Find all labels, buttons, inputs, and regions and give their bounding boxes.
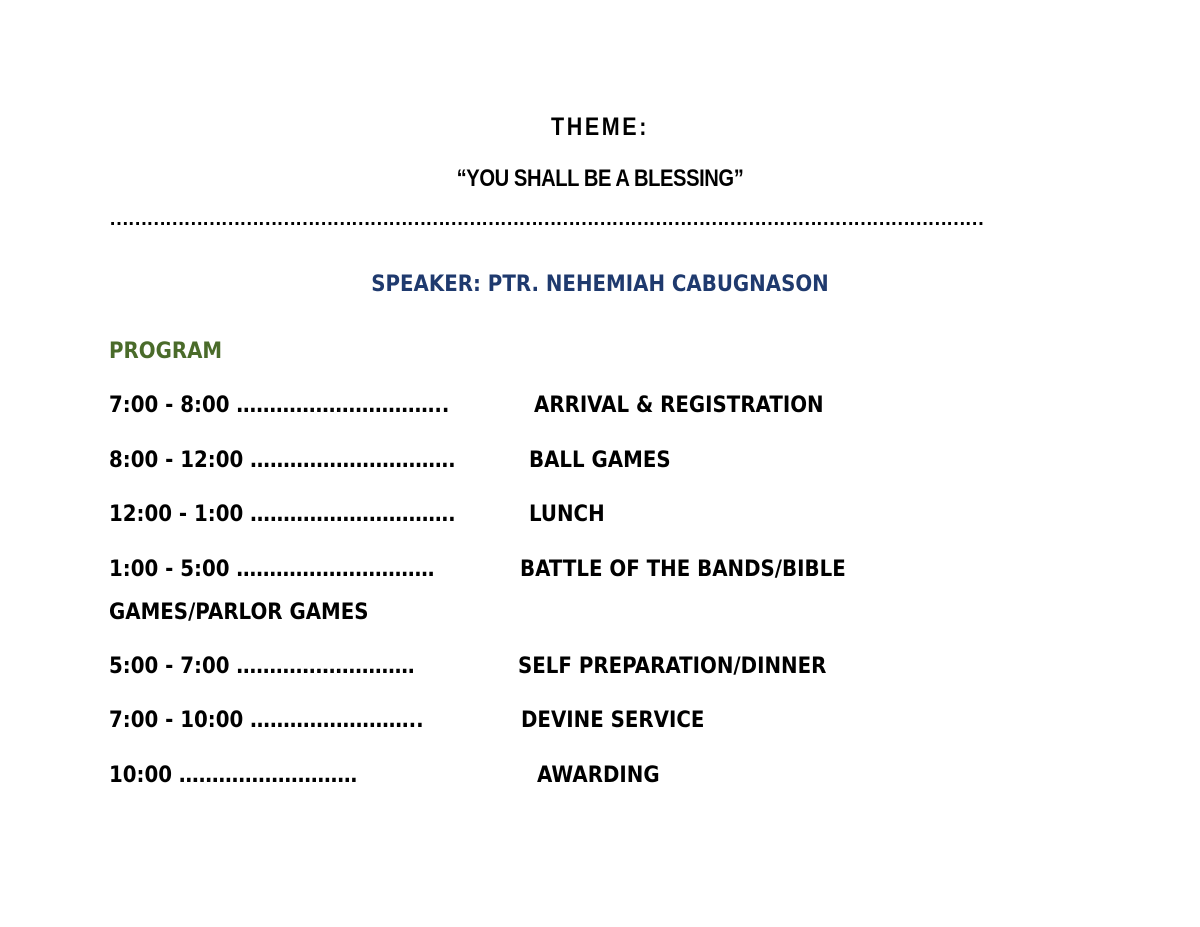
program-activity: ARRIVAL & REGISTRATION <box>534 393 824 418</box>
program-time: 12:00 - 1:00 …………………………. <box>109 502 456 527</box>
dotted-separator: …………………………………………………………………………………………………………………………… <box>109 208 984 230</box>
program-time: 7:00 - 8:00 ………………………….. <box>109 393 450 418</box>
program-activity: SELF PREPARATION/DINNER <box>518 654 827 679</box>
program-activity: LUNCH <box>529 502 605 527</box>
program-row <box>0 502 1200 532</box>
program-time: 1:00 - 5:00 ………………………… <box>109 557 435 582</box>
program-row <box>0 708 1200 738</box>
program-activity: DEVINE SERVICE <box>521 708 705 733</box>
program-row <box>0 654 1200 684</box>
program-activity-continuation: GAMES/PARLOR GAMES <box>109 600 369 625</box>
program-activity: BALL GAMES <box>529 448 671 473</box>
program-row <box>0 557 1200 587</box>
theme-label: THEME: <box>551 113 649 141</box>
program-time: 8:00 - 12:00 …………………………. <box>109 448 456 473</box>
program-heading: PROGRAM <box>109 339 223 364</box>
program-row-continuation <box>0 600 1200 630</box>
program-activity: BATTLE OF THE BANDS/BIBLE <box>520 557 846 582</box>
program-time: 7:00 - 10:00 …………………….. <box>109 708 424 733</box>
program-time: 10:00 ……………………… <box>109 763 358 788</box>
program-row <box>0 448 1200 478</box>
program-row <box>0 763 1200 793</box>
program-row <box>0 393 1200 423</box>
theme-text: “YOU SHALL BE A BLESSING” <box>456 165 744 192</box>
program-activity: AWARDING <box>537 763 660 788</box>
program-time: 5:00 - 7:00 ……………………… <box>109 654 415 679</box>
speaker-line: SPEAKER: PTR. NEHEMIAH CABUGNASON <box>371 272 829 297</box>
